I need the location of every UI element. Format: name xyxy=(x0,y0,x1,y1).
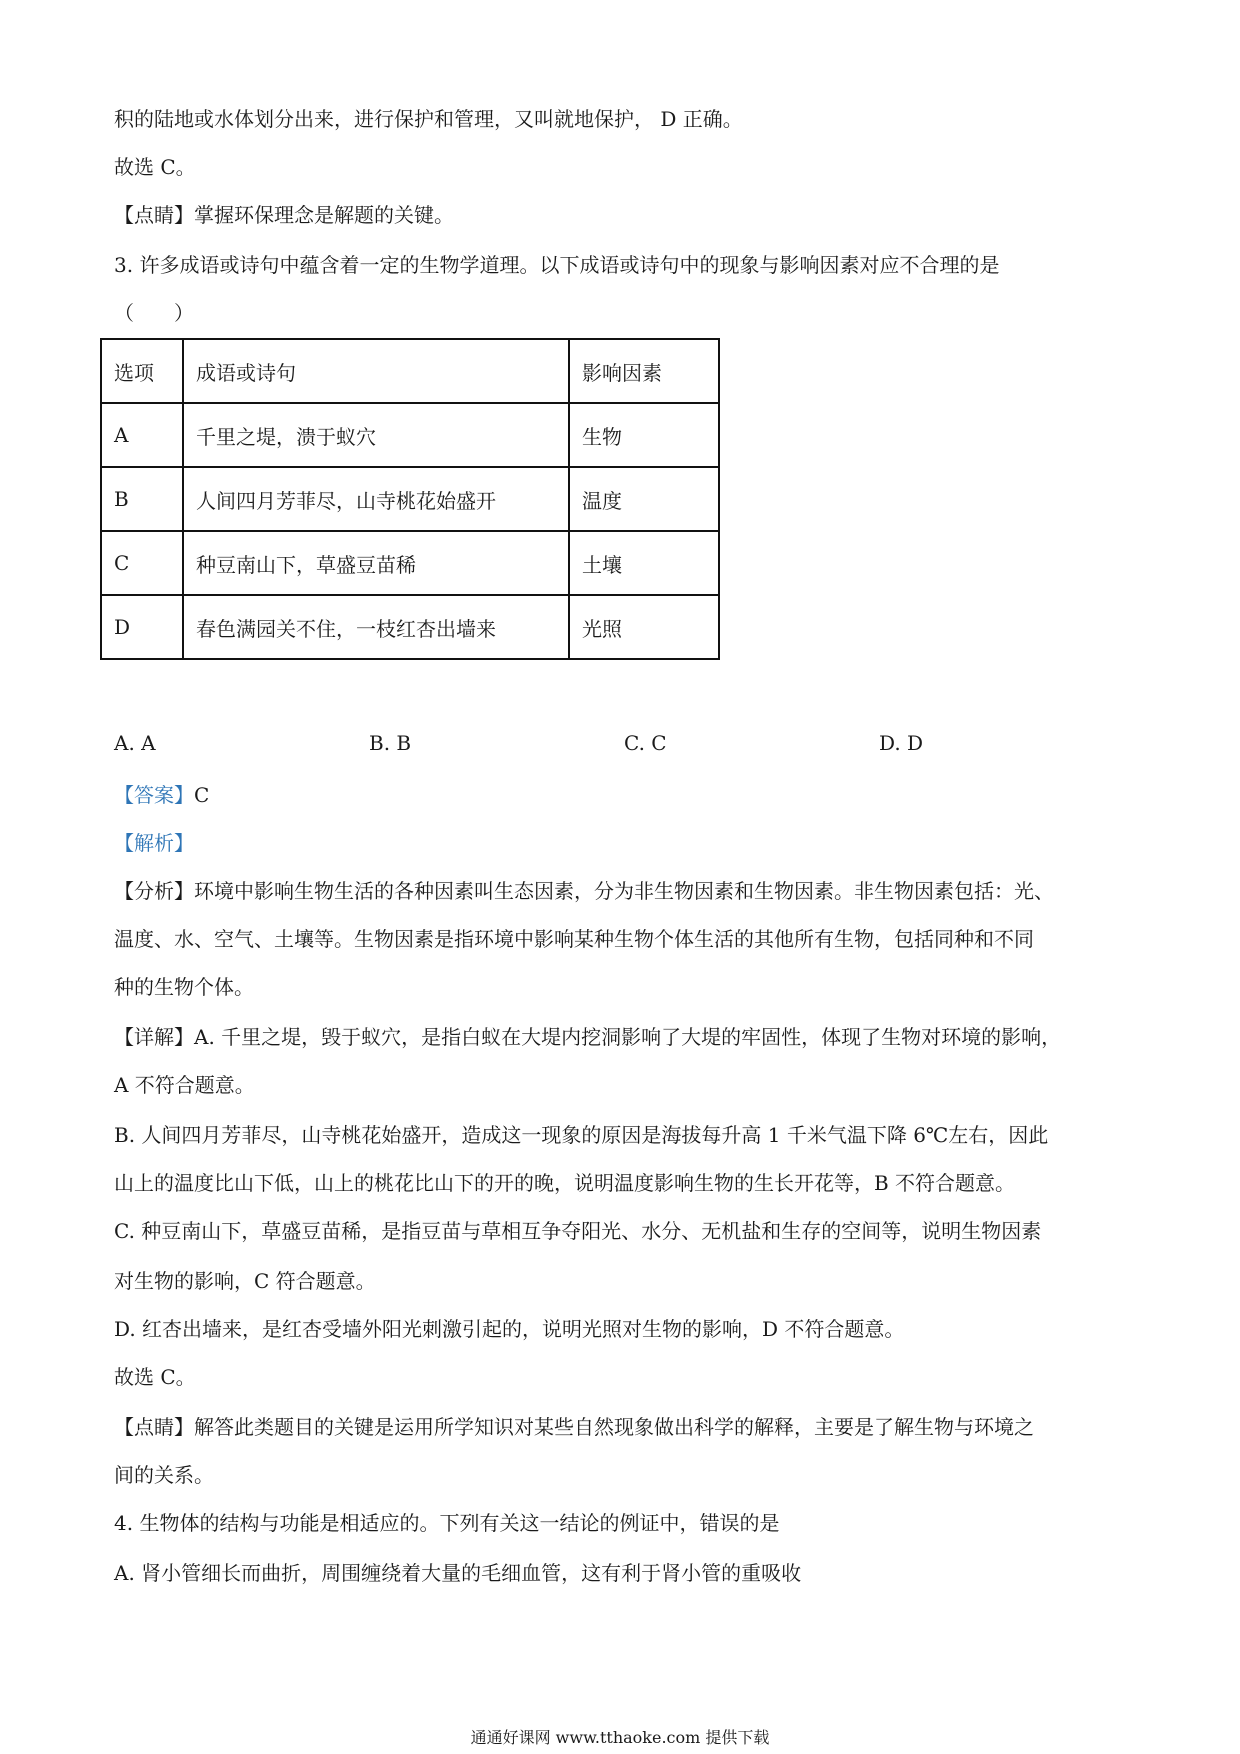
table-cell: D xyxy=(101,595,183,659)
analysis-label: 【解析】 xyxy=(114,831,194,855)
text-line: 种的生物个体。 xyxy=(114,975,254,999)
question-4-stem: 4. 生物体的结构与功能是相适应的。下列有关这一结论的例证中，错误的是 xyxy=(114,1511,780,1535)
text-line: 【详解】A. 千里之堤，毁于蚁穴，是指白蚁在大堤内挖洞影响了大堤的牢固性，体现了生物对环境的影响， xyxy=(114,1025,1062,1049)
text-line: C. 种豆南山下，草盛豆苗稀，是指豆苗与草相互争夺阳光、水分、无机盐和生存的空间等，说明生物因素 xyxy=(114,1219,1042,1243)
text-line: 故选 C。 xyxy=(114,1365,196,1389)
table-cell: 生物 xyxy=(569,403,719,467)
table-cell: 种豆南山下，草盛豆苗稀 xyxy=(183,531,569,595)
table-header-row xyxy=(101,339,719,403)
table-cell: B xyxy=(101,467,183,531)
text-line: 【点睛】解答此类题目的关键是运用所学知识对某些自然现象做出科学的解释，主要是了解生物与环境之 xyxy=(114,1415,1034,1439)
question-3-bracket: （ ） xyxy=(114,301,194,325)
question-3-stem: 3. 许多成语或诗句中蕴含着一定的生物学道理。以下成语或诗句中的现象与影响因素对应不合理的是 xyxy=(114,253,1000,277)
table-cell: 光照 xyxy=(569,595,719,659)
text-line: 间的关系。 xyxy=(114,1463,214,1487)
table-row xyxy=(101,467,719,531)
question-3-table xyxy=(100,338,720,660)
text-line: 积的陆地或水体划分出来，进行保护和管理，又叫就地保护， D 正确。 xyxy=(114,107,743,131)
table-header-cell: 选项 xyxy=(101,339,183,403)
table-header-cell: 成语或诗句 xyxy=(183,339,569,403)
table-row xyxy=(101,531,719,595)
text-line: 山上的温度比山下低，山上的桃花比山下的开的晚，说明温度影响生物的生长开花等，B 不符合题意。 xyxy=(114,1171,1016,1195)
table-cell: 春色满园关不住，一枝红杏出墙来 xyxy=(183,595,569,659)
text-line: 【点睛】掌握环保理念是解题的关键。 xyxy=(114,203,454,227)
table-cell: C xyxy=(101,531,183,595)
option-d: D. D xyxy=(879,731,924,755)
answer-value: C xyxy=(194,783,210,807)
table-cell: A xyxy=(101,403,183,467)
option-b: B. B xyxy=(369,731,412,755)
text-line: D. 红杏出墙来，是红杏受墙外阳光刺激引起的，说明光照对生物的影响，D 不符合题意。 xyxy=(114,1317,905,1341)
table-header-cell: 影响因素 xyxy=(569,339,719,403)
question-4-option-a: A. 肾小管细长而曲折，周围缠绕着大量的毛细血管，这有利于肾小管的重吸收 xyxy=(114,1561,802,1585)
answer-label: 【答案】 xyxy=(114,783,194,807)
table-cell: 人间四月芳菲尽，山寺桃花始盛开 xyxy=(183,467,569,531)
table-row xyxy=(101,595,719,659)
table-cell: 温度 xyxy=(569,467,719,531)
option-c: C. C xyxy=(624,731,667,755)
answer-options xyxy=(114,728,1114,758)
text-line: 对生物的影响，C 符合题意。 xyxy=(114,1269,376,1293)
text-line: B. 人间四月芳菲尽，山寺桃花始盛开，造成这一现象的原因是海拔每升高 1 千米气温下降 6℃左右，因此 xyxy=(114,1123,1049,1147)
table-cell: 土壤 xyxy=(569,531,719,595)
text-line: 【分析】环境中影响生物生活的各种因素叫生态因素，分为非生物因素和生物因素。非生物因素包括：光、 xyxy=(114,879,1054,903)
option-a: A. A xyxy=(114,731,156,755)
table-row xyxy=(101,403,719,467)
text-line: 温度、水、空气、土壤等。生物因素是指环境中影响某种生物个体生活的其他所有生物，包括同种和不同 xyxy=(114,927,1034,951)
answer-line xyxy=(114,780,1140,810)
text-line: A 不符合题意。 xyxy=(114,1073,255,1097)
footer: 通通好课网 www.tthaoke.com 提供下载 xyxy=(470,1728,770,1747)
table-cell: 千里之堤，溃于蚁穴 xyxy=(183,403,569,467)
text-line: 故选 C。 xyxy=(114,155,196,179)
